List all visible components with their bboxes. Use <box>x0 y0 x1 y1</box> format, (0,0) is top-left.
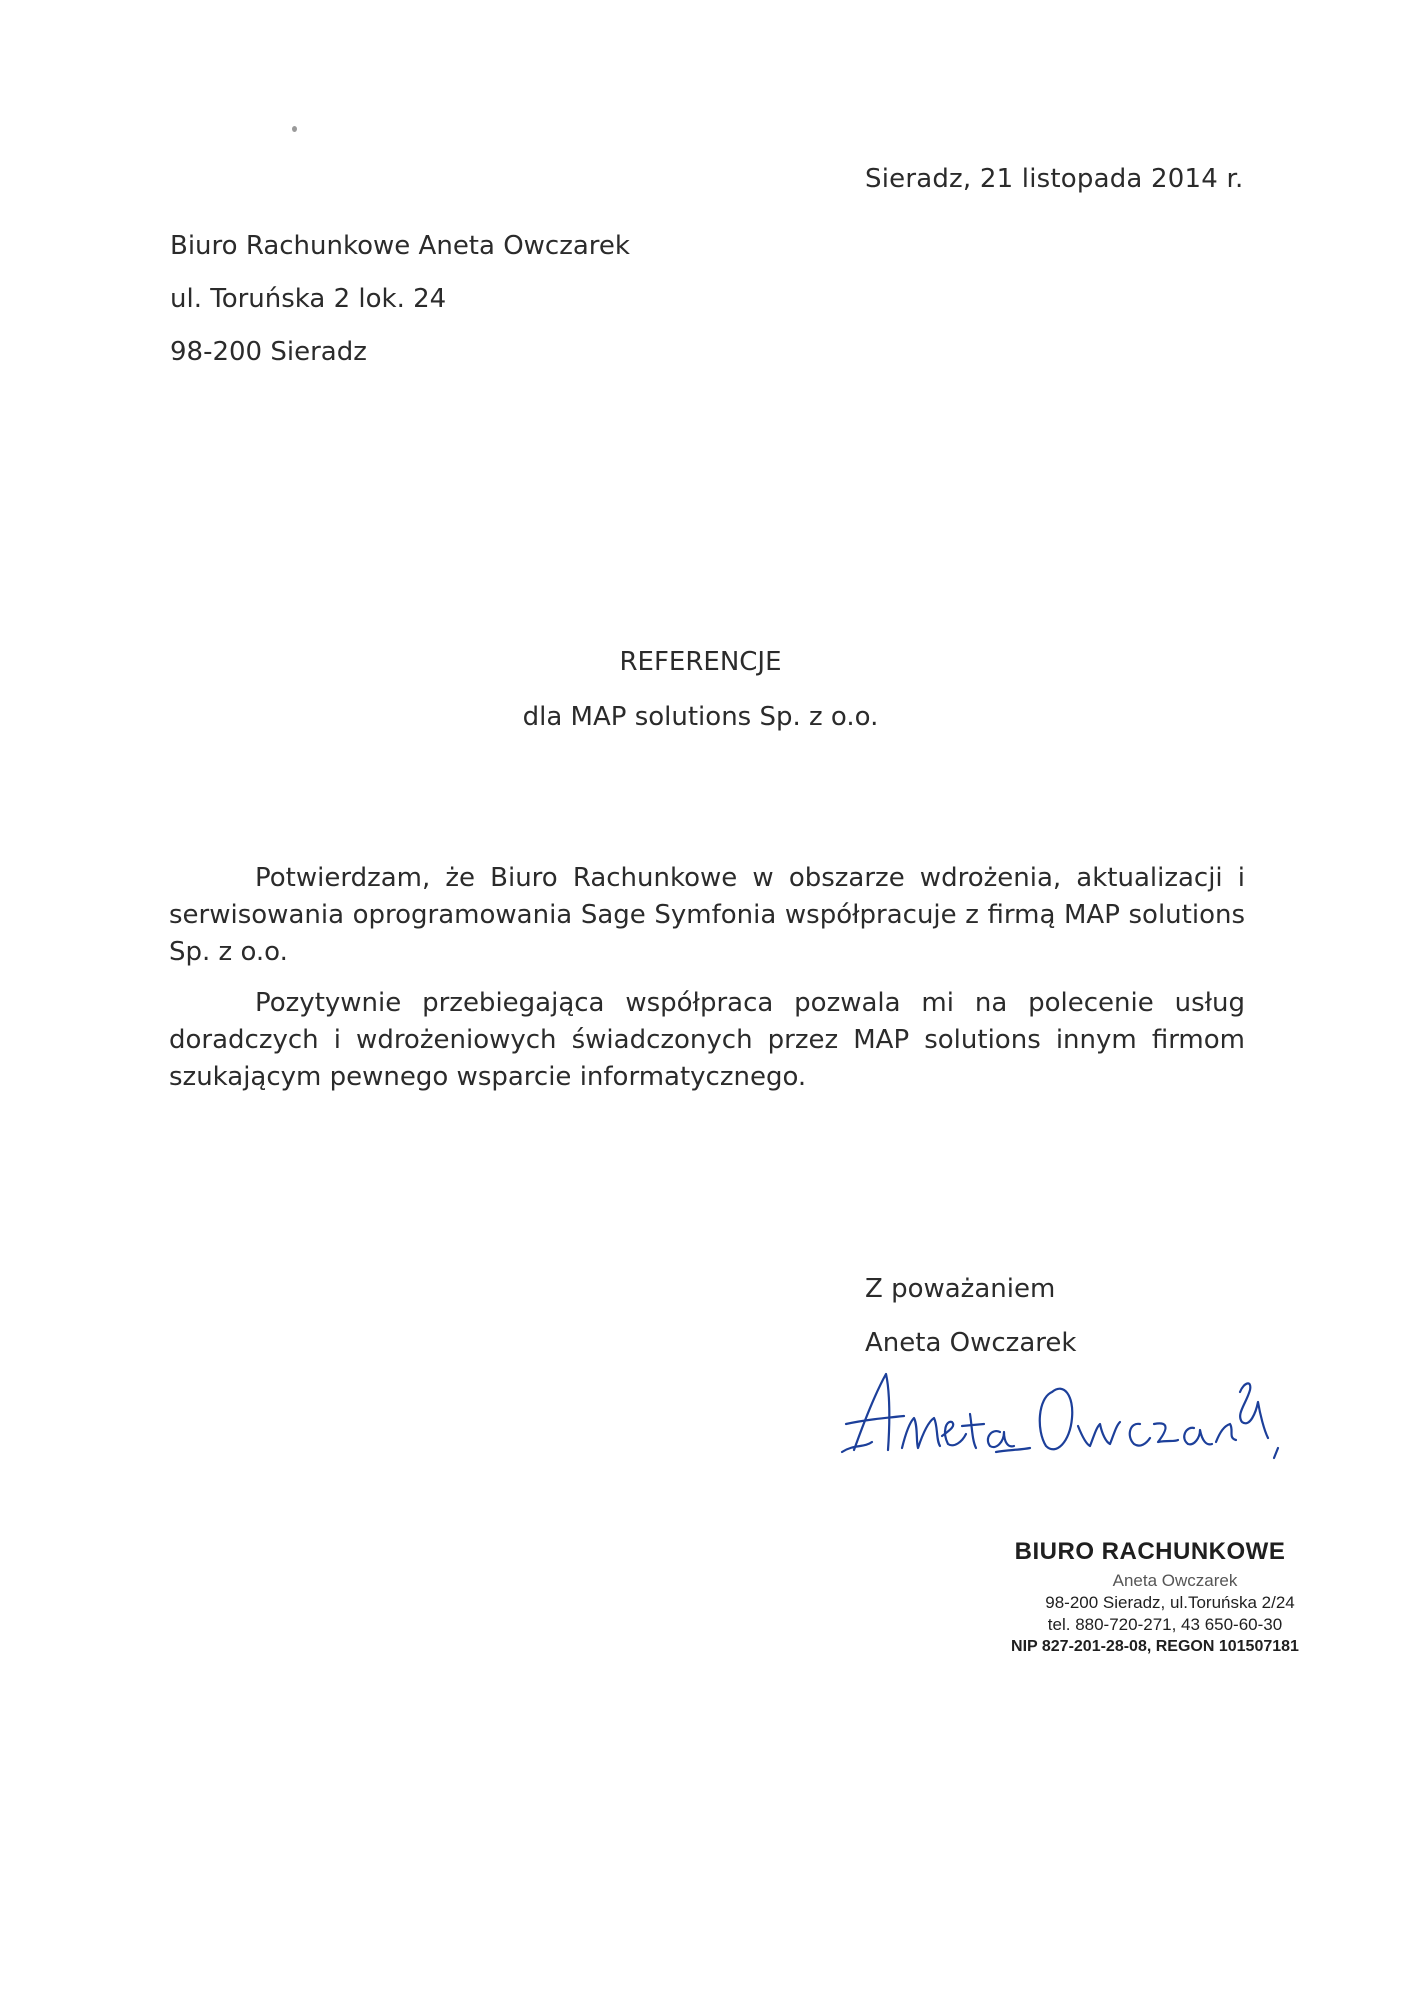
closing-salutation: Z poważaniem <box>865 1274 1056 1304</box>
scan-speck <box>292 126 297 132</box>
body-paragraph-1: Potwierdzam, że Biuro Rachunkowe w obszarze wdrożenia, aktualizacji i serwisowania oprogramowania Sage Symfonia współpracuje z firmą MAP solutions Sp. z o.o. <box>169 863 1245 967</box>
stamp-owner: Aneta Owczarek <box>1112 1571 1238 1590</box>
company-stamp <box>980 1538 1320 1658</box>
body-paragraph-2: Pozytywnie przebiegająca współpraca pozwala mi na polecenie usług doradczych i wdrożeniowych świadczonych przez MAP solutions innym firmom szukającym pewnego wsparcie informatycznego. <box>169 988 1245 1092</box>
stamp-ids: NIP 827-201-28-08, REGON 101507181 <box>1011 1638 1299 1655</box>
handwritten-signature <box>824 1352 1284 1462</box>
document-subtitle: dla MAP solutions Sp. z o.o. <box>522 702 879 732</box>
sender-city: 98-200 Sieradz <box>170 337 367 367</box>
stamp-address: 98-200 Sieradz, ul.Toruńska 2/24 <box>1045 1593 1295 1612</box>
date-line: Sieradz, 21 listopada 2014 r. <box>865 164 1244 194</box>
sender-name: Biuro Rachunkowe Aneta Owczarek <box>170 231 630 261</box>
stamp-phone: tel. 880-720-271, 43 650-60-30 <box>1047 1615 1283 1634</box>
sender-address <box>170 220 630 379</box>
letter-body <box>169 860 1245 1110</box>
closing-name: Aneta Owczarek <box>865 1328 1077 1358</box>
document-title: REFERENCJE <box>619 647 782 677</box>
sender-street: ul. Toruńska 2 lok. 24 <box>170 284 447 314</box>
stamp-title: BIURO RACHUNKOWE <box>1014 1538 1286 1565</box>
